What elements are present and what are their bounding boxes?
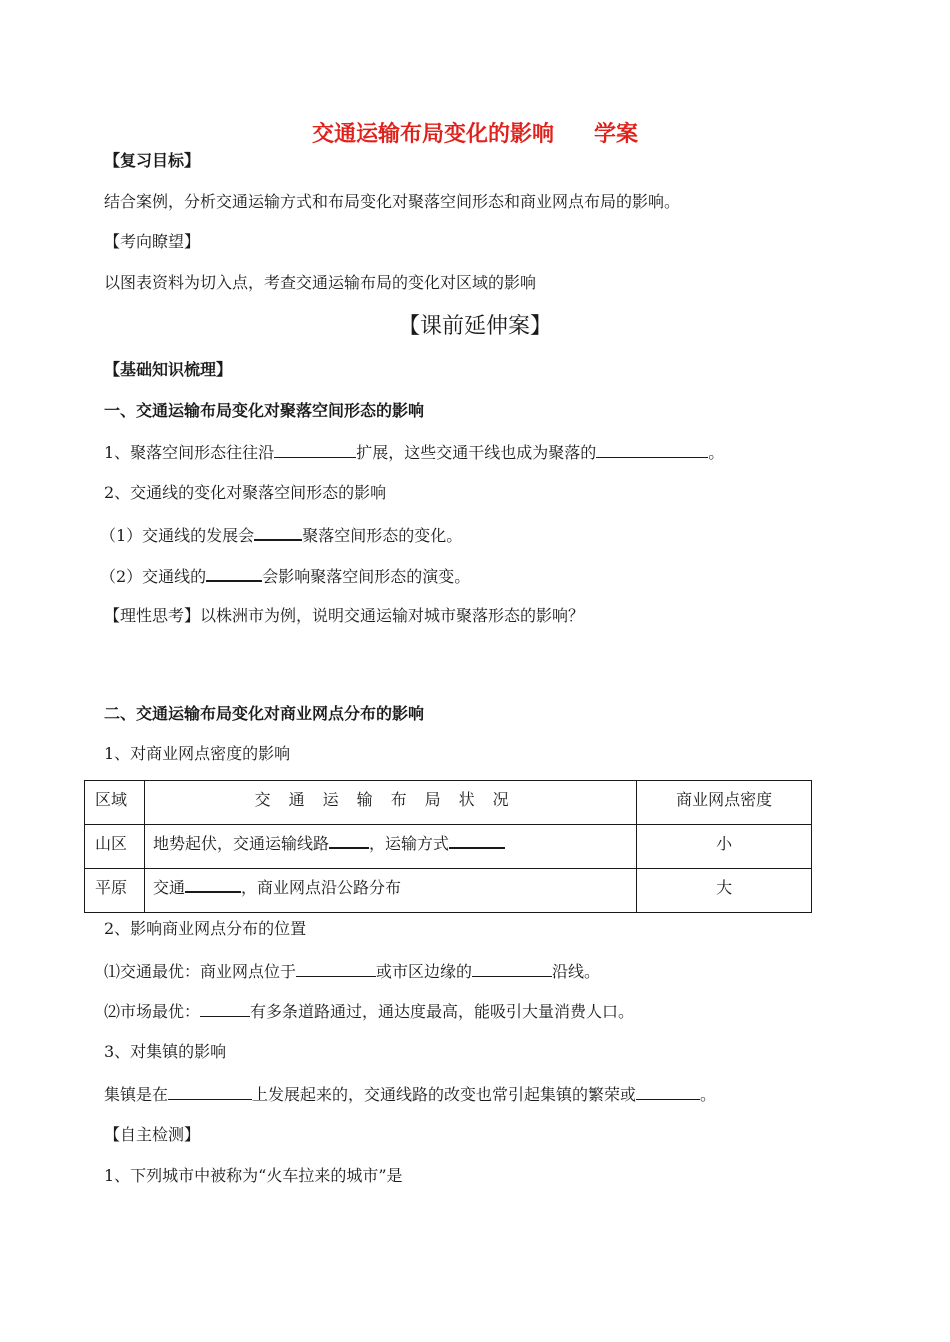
part1-q2-1-text-b: 聚落空间形态的变化。 [302, 526, 463, 545]
table-row [85, 869, 812, 913]
basics-heading: 【基础知识梳理】 [104, 360, 233, 379]
table-cell-status-b: ，商业网点沿公路分布 [240, 878, 401, 897]
blank-field[interactable] [329, 831, 369, 849]
part2-q3-text-c: 。 [700, 1085, 717, 1104]
density-table [84, 780, 812, 913]
review-heading: 【复习目标】 [104, 151, 201, 170]
blank-field[interactable] [449, 831, 505, 849]
blank-field[interactable] [472, 960, 552, 977]
part2-q1: 1、对商业网点密度的影响 [104, 744, 291, 763]
blank-field[interactable] [636, 1083, 700, 1100]
blank-field[interactable] [185, 875, 241, 893]
part2-q2-1-text-c: 沿线。 [552, 962, 601, 981]
blank-field[interactable] [274, 441, 356, 458]
part1-q2-2-text-b: 会影响聚落空间形态的演变。 [262, 567, 471, 586]
blank-field[interactable] [596, 441, 708, 458]
title-main: 交通运输布局变化的影响 [311, 121, 554, 147]
table-cell-density: 大 [637, 869, 812, 913]
table-cell-region: 平原 [85, 869, 145, 913]
part1-q2: 2、交通线的变化对聚落空间形态的影响 [104, 483, 387, 502]
table-cell-status-b: ，运输方式 [368, 834, 449, 853]
part1-q1-text-c: 。 [708, 443, 725, 462]
blank-field[interactable] [296, 960, 376, 977]
part1-q2-2 [100, 564, 470, 588]
table-row [85, 825, 812, 869]
table-cell-density: 小 [637, 825, 812, 869]
part1-q2-2-text-a: （2）交通线的 [100, 567, 207, 586]
part2-q3-text-b: 上发展起来的，交通线路的改变也常引起集镇的繁荣或 [252, 1085, 637, 1104]
part1-think: 【理性思考】以株洲市为例，说明交通运输对城市聚落形态的影响？ [104, 606, 585, 625]
blank-field[interactable] [206, 564, 262, 582]
table-header-region: 区域 [85, 781, 145, 825]
table-header-row [85, 781, 812, 825]
part2-q2: 2、影响商业网点分布的位置 [104, 919, 307, 938]
outlook-text: 以图表资料为切入点，考查交通运输布局的变化对区域的影响 [104, 273, 537, 292]
review-text: 结合案例，分析交通运输方式和布局变化对聚落空间形态和商业网点布局的影响。 [104, 192, 681, 211]
title-suffix: 学案 [594, 121, 639, 147]
selfcheck-q1: 1、下列城市中被称为“火车拉来的城市”是 [104, 1166, 403, 1185]
table-cell-region: 山区 [85, 825, 145, 869]
part2-q2-1 [104, 960, 600, 983]
outlook-heading: 【考向瞭望】 [104, 232, 201, 251]
part2-q2-2-text-b: 有多条道路通过，通达度最高，能吸引大量消费人口。 [250, 1002, 635, 1021]
part2-q2-2-text-a: ⑵市场最优： [104, 1002, 201, 1021]
table-cell-status-a: 交通 [152, 878, 185, 897]
page-title [0, 120, 950, 148]
part2-q3-text [104, 1083, 716, 1106]
part2-q3-text-a: 集镇是在 [104, 1085, 169, 1104]
blank-field[interactable] [254, 523, 302, 541]
table-cell-status [144, 869, 636, 913]
blank-field[interactable] [200, 1000, 250, 1017]
part1-q1-text-a: 1、聚落空间形态往往沿 [104, 443, 275, 462]
part2-q2-2 [104, 1000, 634, 1023]
selfcheck-heading: 【自主检测】 [104, 1125, 201, 1144]
part1-q1-text-b: 扩展，这些交通干线也成为聚落的 [356, 443, 597, 462]
part2-heading: 二、交通运输布局变化对商业网点分布的影响 [104, 704, 425, 723]
part1-q2-1 [100, 523, 462, 547]
part2-q3: 3、对集镇的影响 [104, 1042, 227, 1061]
part2-q2-1-text-a: ⑴交通最优：商业网点位于 [104, 962, 297, 981]
part1-q1 [104, 441, 724, 464]
part1-q2-1-text-a: （1）交通线的发展会 [100, 526, 255, 545]
table-cell-status [144, 825, 636, 869]
table-header-density: 商业网点密度 [637, 781, 812, 825]
table-cell-status-a: 地势起伏，交通运输线路 [152, 834, 329, 853]
table-header-status: 交通运输布局状况 [144, 781, 636, 825]
part2-q2-1-text-b: 或市区边缘的 [376, 962, 473, 981]
extension-heading: 【课前延伸案】 [397, 314, 552, 339]
blank-field[interactable] [168, 1083, 252, 1100]
part1-heading: 一、交通运输布局变化对聚落空间形态的影响 [104, 401, 425, 420]
